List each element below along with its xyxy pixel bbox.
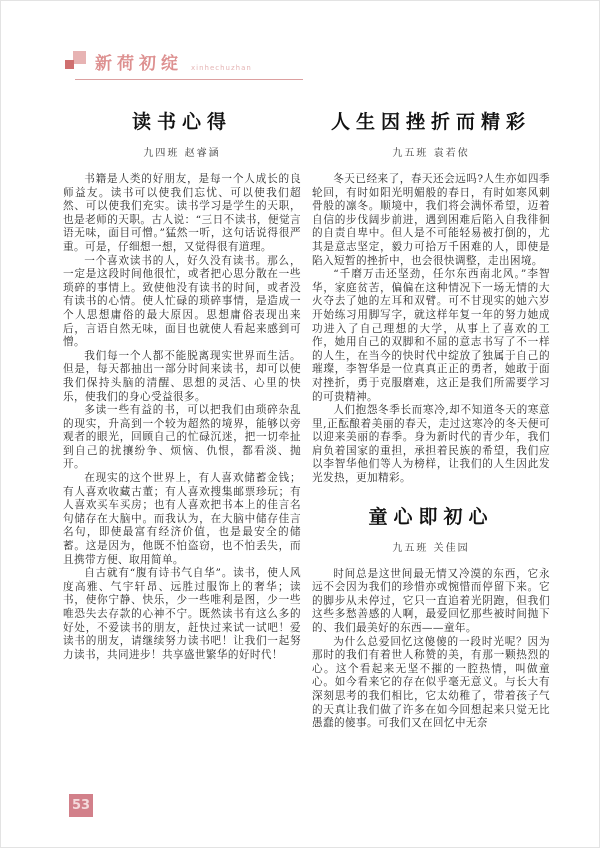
article-body xyxy=(312,173,550,486)
article-author: 九四班 赵睿涵 xyxy=(143,148,221,159)
brand-squares-icon xyxy=(65,51,87,73)
header-divider xyxy=(75,79,303,80)
paragraph: 冬天已经来了，春天还会远吗?人生亦如四季轮回，有时如阳光明媚般的春日，有时如寒风刺骨般的凛冬。顺境中，我们将会满怀希望，迈着自信的步伐阔步前进，遇到困难后陷入自我徘徊的自责自卑中。但人是不可能轻易被打倒的，尤其是意志坚定，毅力可拾万千困难的人，即使是陷入短暂的挫折中，也会很快调整，走出困境。 xyxy=(312,173,550,267)
article-title: 童心即初心 xyxy=(368,505,494,528)
article-body xyxy=(312,568,550,731)
paragraph: 我们每一个人都不能脱离现实世界而生活。但是，每天都抽出一部分时间来读书，却可以使我们保持头脑的清醒、思想的灵活、心里的快乐，使我们的身心受益很多。 xyxy=(63,349,301,403)
article-title: 读书心得 xyxy=(131,111,232,133)
article-setback xyxy=(312,107,550,486)
article-body xyxy=(63,173,301,662)
brand-subtitle: xinhechuzhan xyxy=(191,64,252,72)
paragraph: 书籍是人类的好朋友，是每一个人成长的良师益友。读书可以使我们忘忧、可以使我们超然、可以使我们充实。读书学习是学生的天职，也是老师的天职。古人说：“三日不读书，便觉言语无味，面目可憎。”猛然一听，这句话说得很严重。可是，仔细想一想，又觉得很有道理。 xyxy=(63,173,301,253)
paragraph: 一个喜欢读书的人，好久没有读书。那么，一定是这段时间他很忙，或者把心思分散在一些琐碎的事情上。致使他没有读书的时间，或者没有读书的心情。使人忙碌的琐碎事情，是造成一个人思想庸俗的最大原因。思想庸俗表现出来后，言语自然无味，面目也就使人看起来感到可憎。 xyxy=(63,254,301,349)
brand-row xyxy=(65,51,305,73)
content-columns xyxy=(63,103,549,731)
column-left xyxy=(63,103,301,731)
article-author: 九五班 袁若依 xyxy=(392,148,470,159)
paragraph: 时间总是这世间最无情又冷漠的东西，它永远不会因为我们的珍惜亦或惋惜而停留下来。它的脚步从未停过，它只一直追着光阴跑，但我们这些多愁善感的人啊，最爱回忆那些被时间抛下的、我们最美好的东西——童年。 xyxy=(312,567,550,635)
page-number-badge: 53 xyxy=(69,794,93,817)
paragraph: 在现实的这个世界上，有人喜欢储蓄金钱；有人喜欢收藏古董；有人喜欢搜集邮票珍玩；有人喜欢买车买房；也有人喜欢把书本上的佳言名句储存在大脑中。而我认为，在大脑中储存佳言名句，即使最富有经济价值，也是最安全的储蓄。这是因为，他既不怕盗窃，也不怕丢失，而且携带方便、取用简单。 xyxy=(63,472,301,566)
article-reading-notes xyxy=(63,107,301,662)
article-title: 人生因挫折而精彩 xyxy=(330,111,531,133)
page-header xyxy=(65,51,305,80)
paragraph: “千磨万击还坚劲，任尔东西南北风。”李智华，家庭贫苦，偏偏在这种情况下一场无情的大火夺去了她的左耳和双臂。可不甘现实的她六岁开始练习用脚写字，就这样年复一年的努力她成功进入了自己理想的大学，从事上了喜欢的工作，她用自己的双脚和不屈的意志书写了不一样的人生，在当今的快时代中绽放了独属于自己的璀璨，李智华是一位真真正正的勇者，她敢于面对挫折，勇于克服磨难，这正是我们所需要学习的可贵精神。 xyxy=(312,268,550,403)
column-right xyxy=(312,103,550,731)
paragraph: 为什么总爱回忆这傻傻的一段时光呢？因为那时的我们有着世人称赞的美，有那一颗热烈的心。这个看起来无坚不摧的一腔热情，叫做童心。如今看来它的存在似乎毫无意义。与长大有深刻思考的我们相比，它太幼稚了，带着孩子气的天真让我们做了许多在如今回想起来只觉无比愚蠢的傻事。可我们又在回忆中无奈 xyxy=(312,635,550,730)
article-childlike-heart xyxy=(312,502,550,731)
paragraph: 多读一些有益的书，可以把我们由琐碎杂乱的现实，升高到一个较为超然的境界，能够以旁观者的眼光，回顾自己的忙碌沉迷，把一切牵扯到自己的扰攘纷争、烦恼、仇恨，都看淡、抛开。 xyxy=(63,404,301,471)
article-author: 九五班 关佳园 xyxy=(392,542,470,554)
paragraph: 人们抱怨冬季长而寒冷,却不知道冬天的寒意里,正酝酿着美丽的春天，走过这寒冷的冬天便可以迎来美丽的春季。身为新时代的青少年，我们肩负着国家的重担，承担着民族的希望，我们应以李智华他们等人为榜样，让我们的人生因此发光发热，更加精彩。 xyxy=(312,404,550,485)
brand-title: 新荷初绽 xyxy=(95,54,183,74)
paragraph: 自古就有“腹有诗书气自华”。读书，使人风度高雅、气宇轩昂、远胜过服饰上的奢华；读书，使你宁静、快乐，少一些唯利是图，少一些唯恐失去存款的心神不宁。既然读书有这么多的好处，不爱读书的朋友，赶快过来试一试吧！爱读书的朋友，请继续努力读书吧！让我们一起努力读书，共同进步！共享盛世繁华的好时代！ xyxy=(63,567,301,661)
